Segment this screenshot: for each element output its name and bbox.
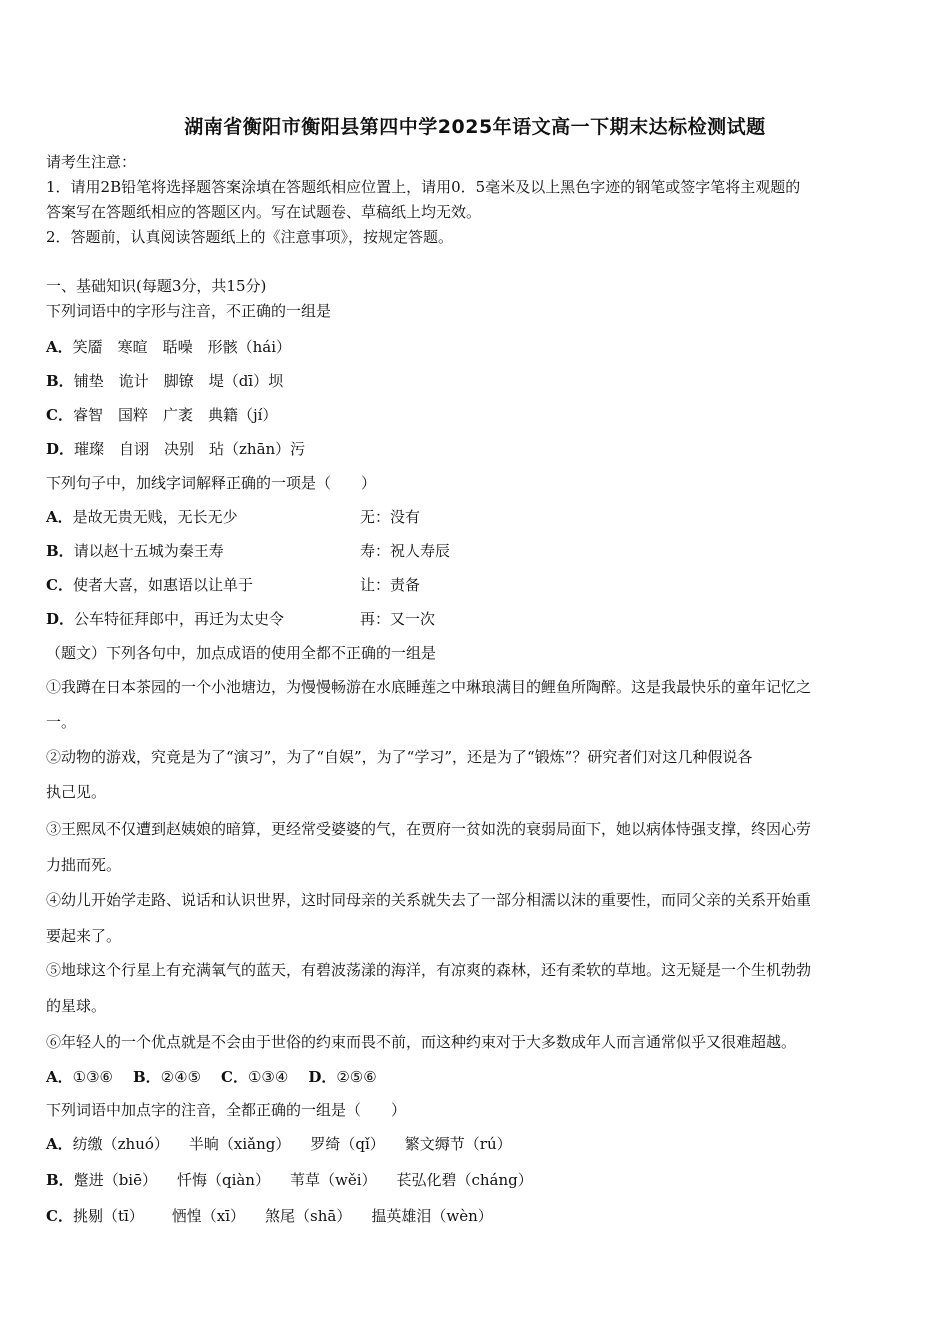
choice-label: B． [132,1068,161,1086]
option-item: 繁文缛节（rú） [404,1135,512,1153]
option-item: 半晌（xiǎng） [188,1135,291,1153]
option-text: 铺垫 诡计 脚镣 堤（dī）坝 [73,372,284,390]
q3-choices [46,1067,377,1087]
q3-stem: （题文）下列各句中，加点成语的使用全都不正确的一组是 [46,644,437,662]
option-gloss: 让：责备 [360,576,421,594]
q3-line-5-cont: 的星球。 [46,997,107,1015]
option-item: 蹩进（biē） [73,1171,157,1189]
choice-label: A． [46,1068,73,1086]
choice-text: ①③④ [247,1068,289,1086]
q1-option-a [46,337,291,357]
option-label: D． [46,440,75,458]
notice-line-1: 1．请用2B铅笔将选择题答案涂填在答题纸相应位置上，请用0．5毫米及以上黑色字迹的钢笔或签字笔将主观题的 [46,178,801,196]
option-text: 使者大喜，如惠语以让单于 [72,576,253,594]
option-label: B． [46,1171,74,1189]
q3-line-6: ⑥年轻人的一个优点就是不会由于世俗的约束而畏不前，而这种约束对于大多数成年人而言通常似乎又很难超越。 [46,1033,797,1051]
option-gloss: 寿：祝人寿辰 [360,542,451,560]
q1-option-c [46,405,277,425]
option-gloss: 无：没有 [360,508,421,526]
q4-option-b [46,1170,533,1190]
option-item: 纺缴（zhuó） [72,1135,169,1153]
option-text: 请以赵十五城为秦王寿 [73,542,224,560]
q4-option-c [46,1206,493,1226]
q1-option-d [46,439,305,459]
q3-line-2: ②动物的游戏，究竟是为了“演习”，为了“自娱”，为了“学习”，还是为了“锻炼”？研究者们对这几种假说各 [46,748,753,766]
choice-label: D． [308,1068,337,1086]
option-label: A． [46,508,73,526]
q2-option-b [46,541,906,561]
choice-text: ①③⑥ [72,1068,113,1086]
option-item: 煞尾（shā） [265,1207,352,1225]
option-label: B． [46,542,74,560]
notice-heading: 请考生注意： [46,153,137,171]
q3-line-2-cont: 执己见。 [46,783,107,801]
option-item: 苌弘化碧（cháng） [396,1171,533,1189]
option-item: 苇草（wěi） [289,1171,377,1189]
q2-option-c [46,575,906,595]
notice-line-2: 答案写在答题纸相应的答题区内。写在试题卷、草稿纸上均无效。 [46,203,482,221]
q3-line-1: ①我蹲在日本茶园的一个小池塘边，为慢慢畅游在水底睡莲之中琳琅满目的鲤鱼所陶醉。这是我最快乐的童年记忆之 [46,678,812,696]
option-label: B． [46,372,74,390]
option-label: A． [46,338,73,356]
q3-line-4-cont: 要起来了。 [46,927,122,945]
option-text: 笑靥 寒暄 聒噪 形骸（hái） [72,338,292,356]
option-label: A． [46,1135,73,1153]
option-label: C． [46,576,73,594]
q1-option-b [46,371,283,391]
option-item: 罗绮（qǐ） [310,1135,385,1153]
page-title: 湖南省衡阳市衡阳县第四中学2025年语文高一下期末达标检测试题 [184,116,766,138]
option-label: D． [46,610,75,628]
option-item: 忏悔（qiàn） [176,1171,270,1189]
q3-line-1-cont: 一。 [46,713,77,731]
choice-text: ②④⑤ [160,1068,202,1086]
q3-line-3-cont: 力拙而死。 [46,856,122,874]
q3-line-4: ④幼儿开始学走路、说话和认识世界，这时同母亲的关系就失去了一部分相濡以沫的重要性，而同父亲的关系开始重 [46,891,812,909]
option-label: C． [46,406,73,424]
option-item: 挑剔（tī） [72,1207,144,1225]
q2-option-a [46,507,906,527]
q2-stem: 下列句子中，加线字词解释正确的一项是（ ） [46,474,377,492]
q2-option-d [46,609,906,629]
option-text: 璀璨 自诩 决别 玷（zhān）污 [74,440,306,458]
option-item: 恓惶（xī） [171,1207,246,1225]
q4-option-a [46,1134,512,1154]
choice-label: C． [221,1068,248,1086]
q3-line-3: ③王熙凤不仅遭到赵姨娘的暗算，更经常受婆婆的气，在贾府一贫如洗的衰弱局面下，她以病体恃强支撑，终因心劳 [46,820,812,838]
option-item: 揾英雄泪（wèn） [371,1207,493,1225]
q4-stem: 下列词语中加点字的注音，全都正确的一组是（ ） [46,1101,407,1119]
choice-text: ②⑤⑥ [336,1068,377,1086]
option-text: 是故无贵无贱，无长无少 [72,508,238,526]
q3-line-5: ⑤地球这个行星上有充满氧气的蓝天，有碧波荡漾的海洋，有凉爽的森林，还有柔软的草地。这无疑是一个生机勃勃 [46,961,812,979]
section-heading: 一、基础知识(每题3分，共15分) [46,277,267,295]
option-gloss: 再：又一次 [360,610,436,628]
notice-line-3: 2．答题前，认真阅读答题纸上的《注意事项》，按规定答题。 [46,228,454,246]
option-text: 公车特征拜郎中，再迁为太史令 [74,610,285,628]
q1-stem: 下列词语中的字形与注音，不正确的一组是 [46,302,332,320]
option-label: C． [46,1207,73,1225]
option-text: 睿智 国粹 广袤 典籍（jí） [72,406,278,424]
